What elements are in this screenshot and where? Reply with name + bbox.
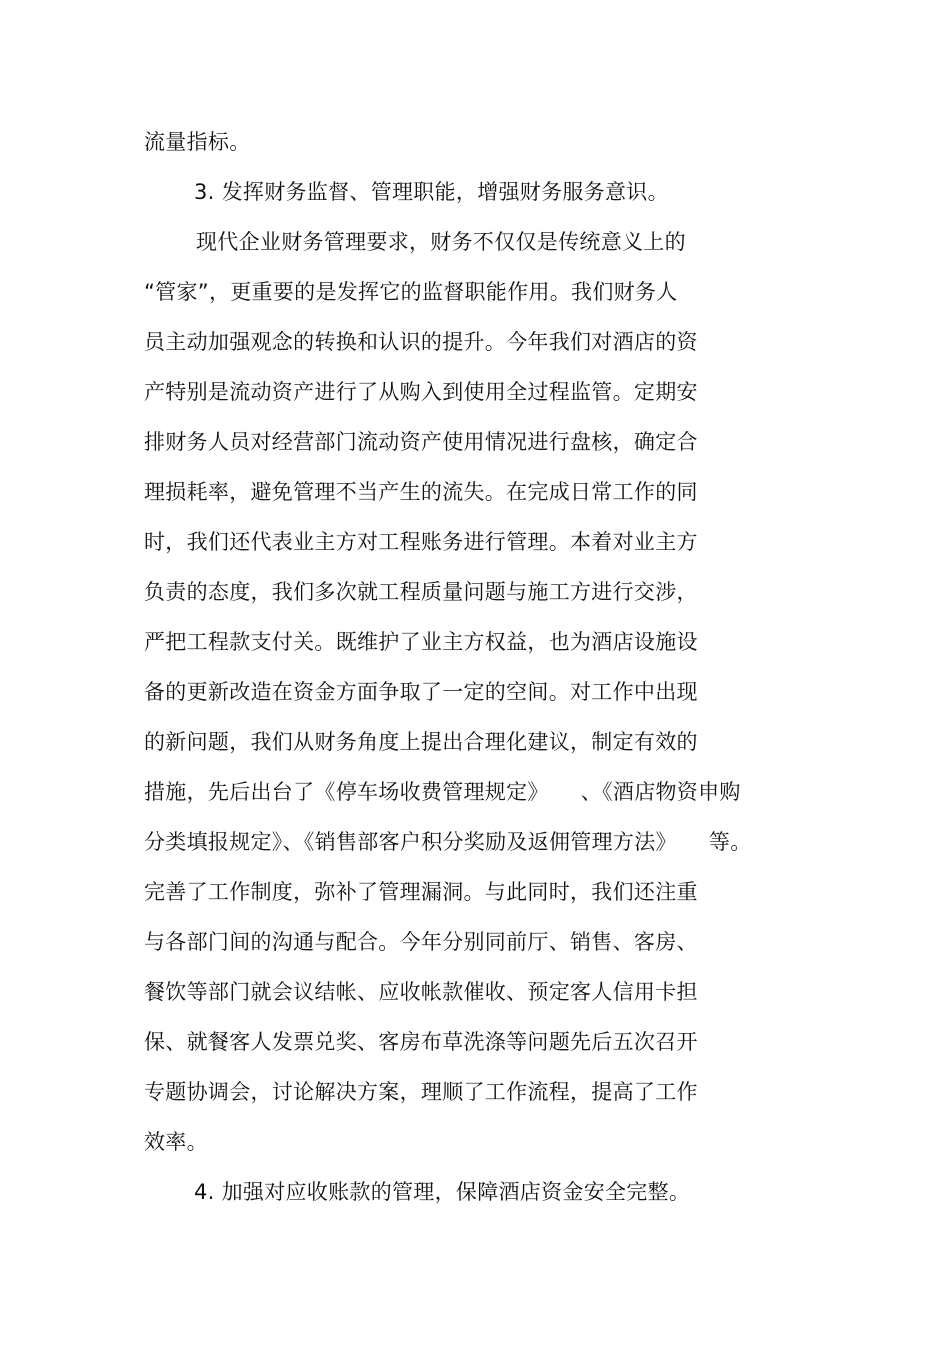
section-heading-4: 4. 加强对应收账款的管理，保障酒店资金安全完整。 <box>194 1180 691 1204</box>
text-line: 排财务人员对经营部门流动资产使用情况进行盘核，确定合 <box>144 430 698 454</box>
text-line: 严把工程款支付关。既维护了业主方权益，也为酒店设施设 <box>144 630 698 654</box>
text-line: 与各部门间的沟通与配合。今年分别同前厅、销售、客房、 <box>144 930 698 954</box>
text-line: 专题协调会，讨论解决方案，理顺了工作流程，提高了工作 <box>144 1080 698 1104</box>
text-line: 流量指标。 <box>144 130 251 154</box>
text-line: 理损耗率，避免管理不当产生的流失。在完成日常工作的同 <box>144 480 698 504</box>
section-heading-3: 3. 发挥财务监督、管理职能，增强财务服务意识。 <box>194 180 669 204</box>
text-line: 措施，先后出台了《停车场收费管理规定》 、《酒店物资申购 <box>144 780 741 804</box>
text-line: 完善了工作制度，弥补了管理漏洞。与此同时，我们还注重 <box>144 880 698 904</box>
text-line: 现代企业财务管理要求，财务不仅仅是传统意义上的 <box>196 230 686 254</box>
text-line: 效率。 <box>144 1130 208 1154</box>
text-line: 负责的态度，我们多次就工程质量问题与施工方进行交涉， <box>144 580 698 604</box>
text-line: 时，我们还代表业主方对工程账务进行管理。本着对业主方 <box>144 530 698 554</box>
text-line: 产特别是流动资产进行了从购入到使用全过程监管。定期安 <box>144 380 698 404</box>
text-line: 备的更新改造在资金方面争取了一定的空间。对工作中出现 <box>144 680 698 704</box>
text-line: 保、就餐客人发票兑奖、客房布草洗涤等问题先后五次召开 <box>144 1030 698 1054</box>
text-line: 餐饮等部门就会议结帐、应收帐款催收、预定客人信用卡担 <box>144 980 698 1004</box>
text-line: 的新问题，我们从财务角度上提出合理化建议，制定有效的 <box>144 730 698 754</box>
text-line: “管家”，更重要的是发挥它的监督职能作用。我们财务人 <box>144 280 678 304</box>
text-line: 分类填报规定》、《销售部客户积分奖励及返佣管理方法》 等。 <box>144 830 752 854</box>
text-line: 员主动加强观念的转换和认识的提升。今年我们对酒店的资 <box>144 330 698 354</box>
